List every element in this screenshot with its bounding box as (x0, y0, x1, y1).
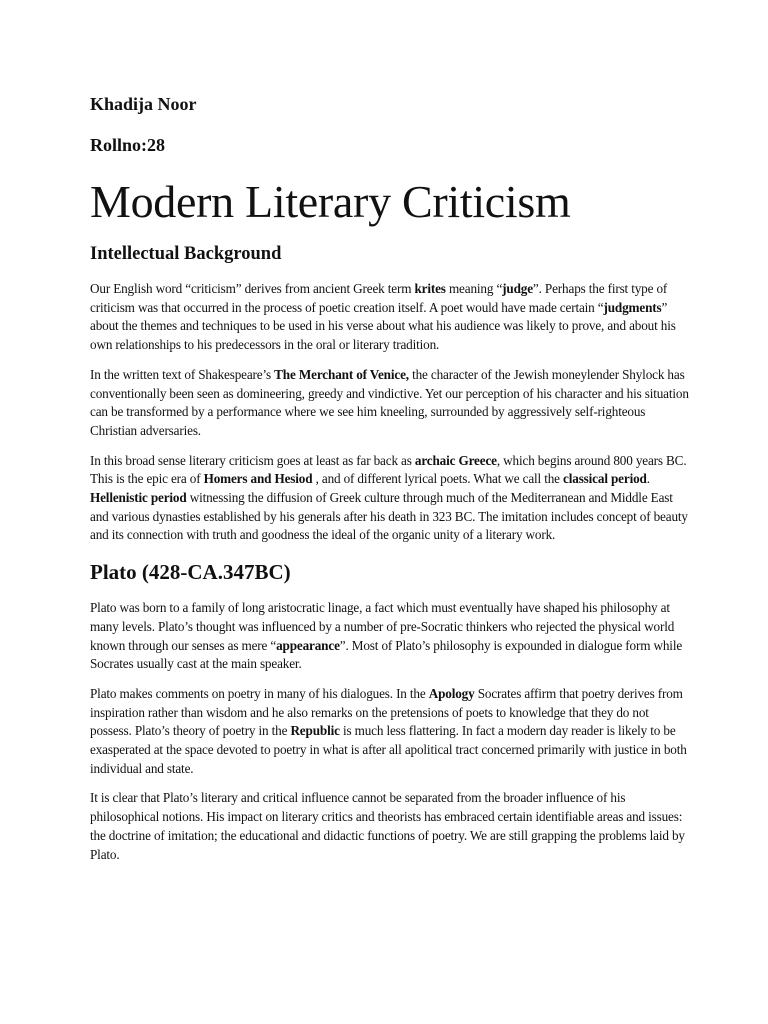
text-run: Plato was born to a family of long aristocratic linage, a fact which must eventually have shaped his philosophy at many levels. Plato’s thought was influenced by a number of pre-Socratic thinkers who rejected the physical world known through our senses as mere “ (90, 600, 675, 653)
roll-number: Rollno:28 (90, 135, 166, 155)
bold-term: judge (502, 281, 533, 296)
author-name: Khadija Noor (90, 94, 197, 114)
bold-term: archaic Greece (414, 452, 497, 468)
document-body (90, 92, 690, 864)
text-run: In this broad sense literary criticism goes at least as far back as (90, 452, 415, 468)
bold-term: Republic (290, 723, 340, 739)
text-run: It is clear that Plato’s literary and critical influence cannot be separated from the broader influence of his philosophical notions. His impact on literary critics and theorists has embraced certain identifiable areas and issues: the doctrine of imitation; the educational and didactic functions of poetry. We are still grapping the problems laid by Plato. (90, 790, 685, 862)
paragraph-plato-poetry (90, 685, 690, 779)
text-run: . (646, 471, 650, 487)
bold-term: appearance (276, 637, 340, 653)
text-run: the character of the Jewish moneylender Shylock has conventionally been seen as domineering, greedy and vindictive. Yet our perception of his character and his situation can be transformed by a performance where we see him kneeling, surrounded by aggressively self-righteous Christian adversaries. (90, 366, 689, 438)
bold-term: classical period (563, 471, 647, 487)
paragraph-criticism-origin (90, 280, 690, 355)
text-run: , which begins around 800 years BC. This is the epic era of (90, 452, 687, 487)
bold-term: The Merchant of Venice, (274, 366, 409, 382)
text-run: meaning “ (445, 281, 503, 296)
section-heading-plato: Plato (428-CA.347BC) (90, 560, 291, 585)
text-run: , and of different lyrical poets. What we call the (312, 471, 564, 487)
text-run: Our English word “criticism” derives from ancient Greek term (90, 281, 415, 296)
text-run: witnessing the diffusion of Greek culture through much of the Mediterranean and Middle East and various dynasties established by his generals after his death in 323 BC. The imitation includes concept of beauty and its connection with truth and goodness the ideal of the organic unity of a literary work. (90, 490, 688, 543)
text-run: Plato makes comments on poetry in many of his dialogues. In the (90, 685, 429, 701)
paragraph-plato-influence (90, 789, 690, 864)
paragraph-archaic-greece (90, 452, 690, 546)
text-run: ”. Perhaps the first type of criticism was that occurred in the process of poetic creation itself. A poet would have made certain “ (90, 281, 668, 315)
text-run: is much less flattering. In fact a modern day reader is likely to be exasperated at the space devoted to poetry in what is after all apolitical tract concerned primarily with justice in both individual and state. (90, 723, 687, 776)
paragraph-merchant-of-venice (90, 366, 690, 441)
paragraph-plato-background (90, 599, 690, 674)
section-heading-intellectual: Intellectual Background (90, 244, 282, 264)
bold-term: Hellenistic period (90, 490, 187, 506)
bold-term: Homers and Hesiod (203, 471, 313, 487)
text-run: ”. Most of Plato’s philosophy is expounded in dialogue form while Socrates usually cast at the main speaker. (90, 637, 683, 672)
text-run: In the written text of Shakespeare’s (90, 366, 275, 382)
document-title: Modern Literary Criticism (90, 176, 571, 227)
text-run: Socrates affirm that poetry derives from inspiration rather than wisdom and he also remarks on the pretensions of poets to knowledge that they do not possess. Plato’s theory of poetry in the (90, 685, 683, 739)
text-run: ” about the themes and techniques to be used in his verse about what his audience was likely to prove, and about his own relationships to his predecessors in the oral or literary tradition. (90, 299, 676, 353)
bold-term: judgments (603, 299, 662, 315)
bold-term: Apology (428, 685, 475, 701)
bold-term: krites (414, 281, 446, 296)
